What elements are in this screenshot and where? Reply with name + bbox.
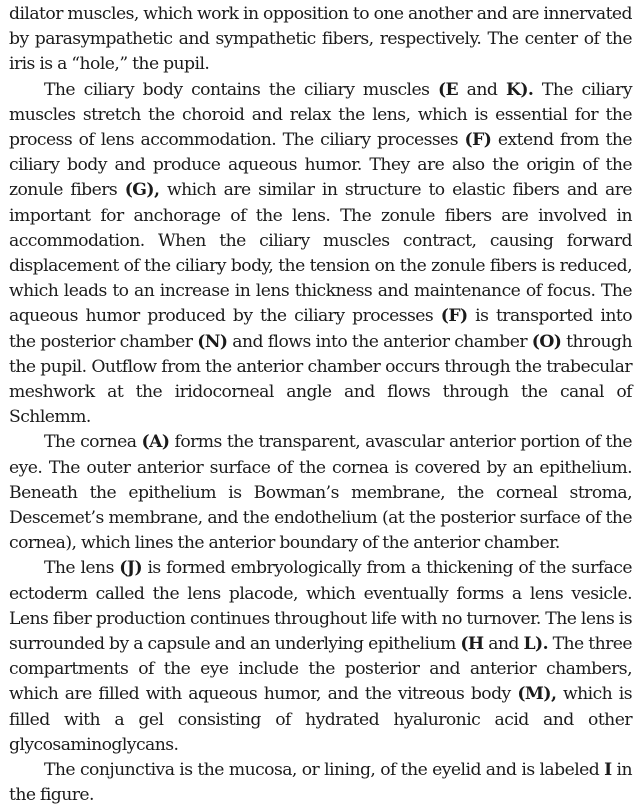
body-text: is formed embryologically from a thickening of the surface ectoderm called the lens placode, which eventually forms a lens vesicle. Lens fiber production continues throughout life with no turnover. The lens is surrounded by a capsule and an underlying epithelium [9,558,632,655]
figure-label-ref: (M), [517,684,557,705]
body-text: and [458,79,506,100]
body-text: The cornea [44,432,142,453]
body-text: extend from the ciliary body and produce aqueous humor. They are also the origin of the zonule fibers [9,130,633,201]
body-text: dilator muscles, which work in opposition to one another and are innervated by parasympathetic and sympathetic fibers, respectively. The center of the iris is a “hole,” the pupil. [9,4,632,75]
body-text: forms the transparent, avascular anterior portion of the eye. The outer anterior surface of the cornea is covered by an epithelium. Beneath the epithelium is Bowman’s membrane, the corneal stroma, Descemet’s membrane, and the endothelium (at the posterior surface of the cornea), which lines the anterior boundary of the anterior chamber. [9,432,632,554]
figure-label-ref: (J) [119,558,143,579]
body-text: The conjunctiva is the mucosa, or lining, of the eyelid and is labeled [44,760,605,781]
figure-label-ref: (N) [197,331,228,352]
paragraph-conjunctiva [9,758,632,808]
figure-label-ref: I [604,760,612,781]
paragraph-cornea [9,430,632,556]
figure-label-ref: (H [460,634,484,655]
paragraph-ciliary-body [9,78,632,431]
figure-label-ref: (F) [440,306,468,327]
body-text: which is filled with a gel consisting of hydrated hyaluronic acid and other glycosaminoglycans. [9,684,633,755]
body-text: in the figure. [9,760,633,806]
body-text: The lens [44,558,120,579]
body-text: and flows into the anterior chamber [227,331,532,352]
body-text: The ciliary body contains the ciliary muscles [44,79,438,100]
figure-label-ref: (O) [531,331,562,352]
body-text: and [483,634,524,655]
figure-label-ref: (E [437,79,459,100]
body-text: The three compartments of the eye include the posterior and anterior chambers, which are filled with aqueous humor, and the vitreous body [9,634,633,705]
paragraph-lens [9,556,632,758]
paragraph-iris-continued [9,2,632,78]
body-text: is transported into the posterior chamber [9,306,632,352]
figure-label-ref: (G), [124,180,160,201]
figure-label-ref: K). [505,79,534,100]
figure-label-ref: (A) [141,432,170,453]
figure-label-ref: L). [523,634,549,655]
body-text: The ciliary muscles stretch the choroid and relax the lens, which is essential for the process of lens accommodation. The ciliary processes [9,79,632,151]
body-text: which are similar in structure to elastic fibers and are important for anchorage of the lens. The zonule fibers are involved in accommodation. When the ciliary muscles contract, causing forward displacement of the ciliary body, the tension on the zonule fibers is reduced, which leads to an increase in lens thickness and maintenance of focus. The aqueous humor produced by the ciliary processes [9,180,632,327]
body-text: through the pupil. Outflow from the anterior chamber occurs through the trabecular meshwork at the iridocorneal angle and flows through the canal of Schlemm. [9,331,632,428]
figure-label-ref: (F) [464,130,492,151]
